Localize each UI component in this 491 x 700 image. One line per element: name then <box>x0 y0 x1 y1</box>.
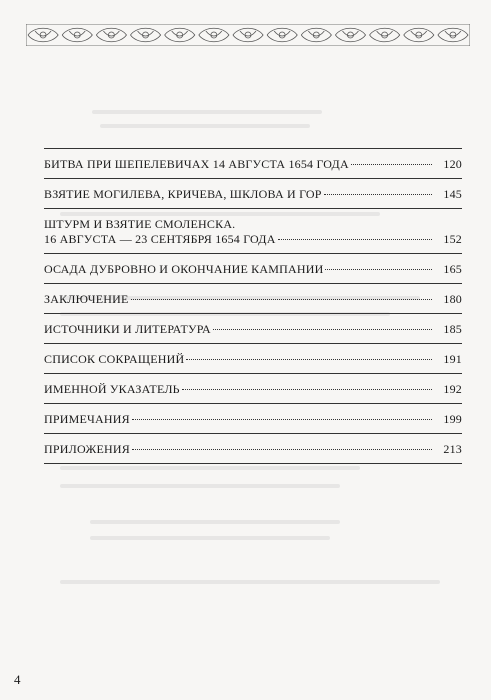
toc-entry-page: 185 <box>443 322 462 336</box>
toc-entry[interactable] <box>44 374 462 403</box>
toc-entry-page: 199 <box>443 412 462 426</box>
dot-leader <box>131 299 433 300</box>
toc-entry-page: 165 <box>443 262 462 276</box>
toc-entry-title: ВЗЯТИЕ МОГИЛЕВА, КРИЧЕВА, ШКЛОВА И ГОР <box>44 187 322 201</box>
toc-entry-page: 192 <box>443 382 462 396</box>
toc-entry-title: 16 АВГУСТА — 23 СЕНТЯБРЯ 1654 ГОДА <box>44 232 276 246</box>
dot-leader <box>278 239 432 240</box>
dot-leader <box>132 449 432 450</box>
toc-entry-page: 152 <box>443 232 462 246</box>
toc-entry-page: 213 <box>443 442 462 456</box>
toc-entry[interactable] <box>44 314 462 343</box>
toc-entry-title: ШТУРМ И ВЗЯТИЕ СМОЛЕНСКА. <box>44 217 236 231</box>
table-of-contents <box>44 148 462 464</box>
toc-entry[interactable] <box>44 149 462 178</box>
toc-entry-title: ЗАКЛЮЧЕНИЕ <box>44 292 129 306</box>
toc-entry-page: 180 <box>443 292 462 306</box>
dot-leader <box>325 269 432 270</box>
toc-entry-page: 145 <box>443 187 462 201</box>
header-ornament <box>26 24 470 46</box>
toc-entry[interactable] <box>44 179 462 208</box>
page-number: 4 <box>14 672 21 687</box>
toc-entry-page: 191 <box>443 352 462 366</box>
dot-leader <box>351 164 432 165</box>
toc-entry[interactable] <box>44 254 462 283</box>
dot-leader <box>132 419 432 420</box>
toc-entry-title: БИТВА ПРИ ШЕПЕЛЕВИЧАХ 14 АВГУСТА 1654 ГОДА <box>44 157 349 171</box>
dot-leader <box>324 194 432 195</box>
toc-entry-title: СПИСОК СОКРАЩЕНИЙ <box>44 352 185 366</box>
toc-entry[interactable] <box>44 344 462 373</box>
toc-entry[interactable] <box>44 404 462 433</box>
toc-entry[interactable] <box>44 209 462 253</box>
toc-entry-title: ПРИЛОЖЕНИЯ <box>44 442 130 456</box>
toc-separator <box>44 463 462 464</box>
toc-entry-title: ИМЕННОЙ УКАЗАТЕЛЬ <box>44 382 180 396</box>
dot-leader <box>182 389 432 390</box>
dot-leader <box>186 359 432 360</box>
toc-entry-title: ПРИМЕЧАНИЯ <box>44 412 130 426</box>
toc-entry[interactable] <box>44 284 462 313</box>
toc-entry-page: 120 <box>443 157 462 171</box>
toc-entry-title: ОСАДА ДУБРОВНО И ОКОНЧАНИЕ КАМПАНИИ <box>44 262 324 276</box>
dot-leader <box>213 329 432 330</box>
toc-entry-title: ИСТОЧНИКИ И ЛИТЕРАТУРА <box>44 322 211 336</box>
toc-entry[interactable] <box>44 434 462 463</box>
